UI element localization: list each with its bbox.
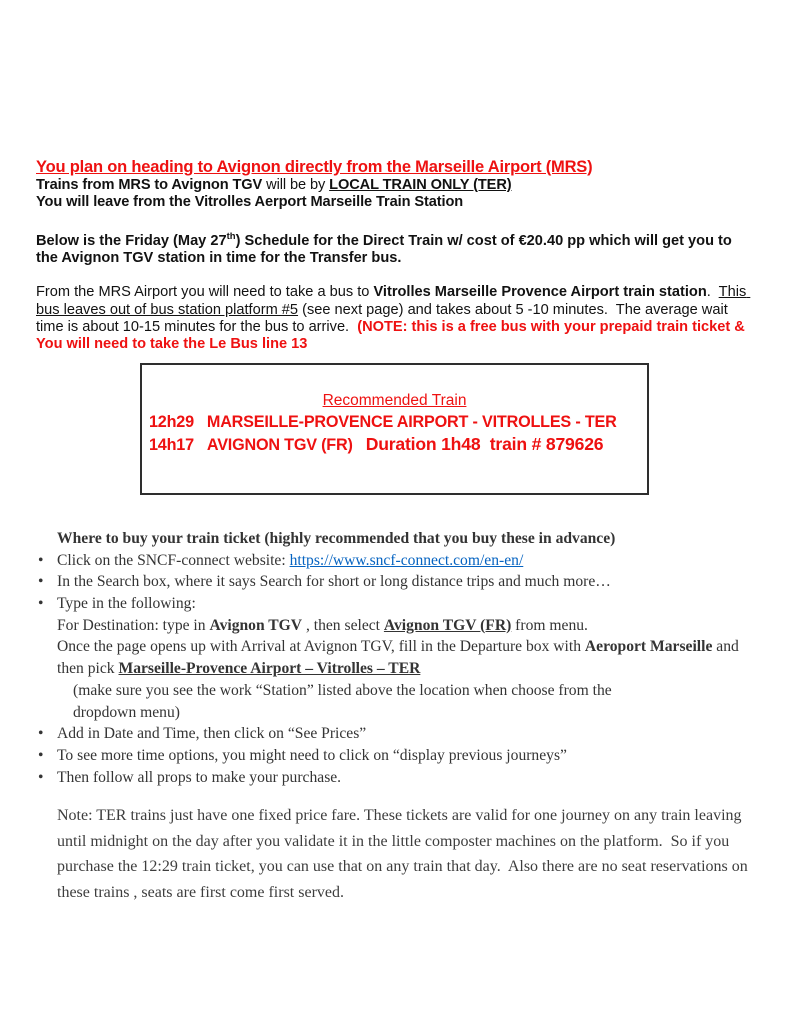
website-text: Click on the SNCF-connect website: bbox=[57, 551, 290, 569]
bullet-icon: • bbox=[38, 573, 44, 591]
bullet-text: To see more time options, you might need to click on “display previous journeys” bbox=[57, 746, 567, 764]
bullet-icon: • bbox=[38, 725, 44, 743]
bullet-item-type-following bbox=[36, 593, 755, 615]
bullet-item-follow-props bbox=[36, 767, 755, 789]
train-row-arrival bbox=[142, 433, 647, 456]
recommended-train-box bbox=[140, 363, 649, 495]
bullet-item-more-options bbox=[36, 745, 755, 767]
dest-avignon-bold: Avignon TGV bbox=[209, 616, 303, 634]
arrival-station: AVIGNON TGV (FR) bbox=[206, 435, 353, 454]
bus-station-bold: Vitrolles Marseille Provence Airport train station bbox=[373, 284, 707, 301]
train-box-title: Recommended Train bbox=[322, 391, 467, 409]
arrival-text-a: Once the page opens up with Arrival at Avignon TGV, fill in the Departure box with bbox=[57, 638, 585, 656]
arrival-instruction bbox=[57, 636, 755, 679]
intro-line-trains-regular: will be by bbox=[266, 177, 330, 193]
document-content bbox=[36, 157, 755, 905]
bullet-item-website bbox=[36, 550, 755, 572]
bullet-text: Type in the following: bbox=[57, 595, 196, 612]
bullet-text: Add in Date and Time, then click on “See Prices” bbox=[57, 725, 367, 743]
departure-time: 12h29 bbox=[149, 412, 194, 431]
schedule-paragraph bbox=[36, 228, 755, 268]
train-row-departure bbox=[142, 411, 647, 433]
arrival-text-c: and then pick bbox=[57, 638, 743, 678]
tickets-heading: Where to buy your train ticket (highly recommended that you buy these in advance) bbox=[57, 529, 616, 547]
bullet-icon: • bbox=[38, 768, 44, 786]
bus-text-a: From the MRS Airport you will need to take a bus to bbox=[36, 284, 374, 301]
dest-text-e: from menu. bbox=[511, 616, 588, 634]
make-sure-note-line2: dropdown menu) bbox=[73, 703, 180, 721]
bus-paragraph bbox=[36, 284, 755, 354]
intro-line-trains bbox=[36, 177, 755, 194]
dest-text-c: , then select bbox=[302, 616, 384, 634]
intro-line-trains-bold: Trains from MRS to Avignon TGV bbox=[36, 177, 267, 193]
bullet-icon: • bbox=[38, 595, 44, 612]
bullet-icon: • bbox=[38, 746, 44, 764]
intro-section bbox=[36, 157, 755, 495]
destination-instruction bbox=[57, 615, 755, 637]
schedule-text-a: Below is the Friday (May 27 bbox=[36, 232, 227, 249]
sncf-connect-link[interactable]: https://www.sncf-connect.com/en-en/ bbox=[289, 551, 524, 569]
arrival-time: 14h17 bbox=[149, 435, 194, 454]
departure-station: MARSEILLE-PROVENCE AIRPORT - VITROLLES - TER bbox=[206, 412, 617, 431]
bullet-text: In the Search box, where it says Search for short or long distance trips and much more… bbox=[57, 573, 611, 591]
bullet-icon: • bbox=[38, 551, 44, 569]
bullet-text: Then follow all props to make your purchase. bbox=[57, 768, 342, 786]
bus-text-e: (see next page) and takes about 5 -10 minutes. The average wait time is about 10-15 minutes for the bus to arrive. bbox=[36, 301, 732, 336]
dest-text-a: For Destination: type in bbox=[57, 616, 210, 634]
bullet-text bbox=[57, 550, 755, 572]
bus-note-red: (NOTE: this is a free bus with your prepaid train ticket & You will need to take the Le Bus line 13 bbox=[36, 319, 749, 353]
aeroport-marseille-bold: Aeroport Marseille bbox=[584, 638, 713, 656]
intro-line-trains-underline: LOCAL TRAIN ONLY (TER) bbox=[329, 177, 512, 193]
main-heading: You plan on heading to Avignon directly from the Marseille Airport (MRS) bbox=[36, 158, 593, 176]
ordinal-superscript: th bbox=[226, 230, 236, 242]
bus-text-c: . bbox=[706, 284, 719, 301]
intro-line-leave: You will leave from the Vitrolles Aerport Marseille Train Station bbox=[36, 194, 464, 211]
train-duration-number: Duration 1h48 train # 879626 bbox=[365, 433, 604, 454]
bullet-item-date-time bbox=[36, 723, 755, 745]
marseille-provence-underline: Marseille-Provence Airport – Vitrolles – TER bbox=[118, 660, 421, 678]
ter-fare-note: Note: TER trains just have one fixed price fare. These tickets are valid for one journey on any train leaving until midnight on the day after you validate it in the little composter machines on the platform. So if you purchase the 12:29 train ticket, you can use that on any train that day. Also there are no seat reservations on these trains , seats are first come first served. bbox=[57, 807, 752, 901]
bus-platform-underline: This bus leaves out of bus station platform #5 bbox=[36, 284, 751, 318]
schedule-text-b: ) Schedule for the Direct Train w/ cost of €20.40 pp which will get you to the Avignon TGV station in time for the Transfer bus. bbox=[36, 232, 736, 266]
ticket-instructions-section bbox=[36, 528, 755, 905]
make-sure-note-line1: (make sure you see the work “Station” listed above the location when choose from the bbox=[73, 681, 612, 699]
dest-avignon-fr-underline: Avignon TGV (FR) bbox=[383, 616, 512, 634]
bullet-item-search-box bbox=[36, 571, 755, 593]
